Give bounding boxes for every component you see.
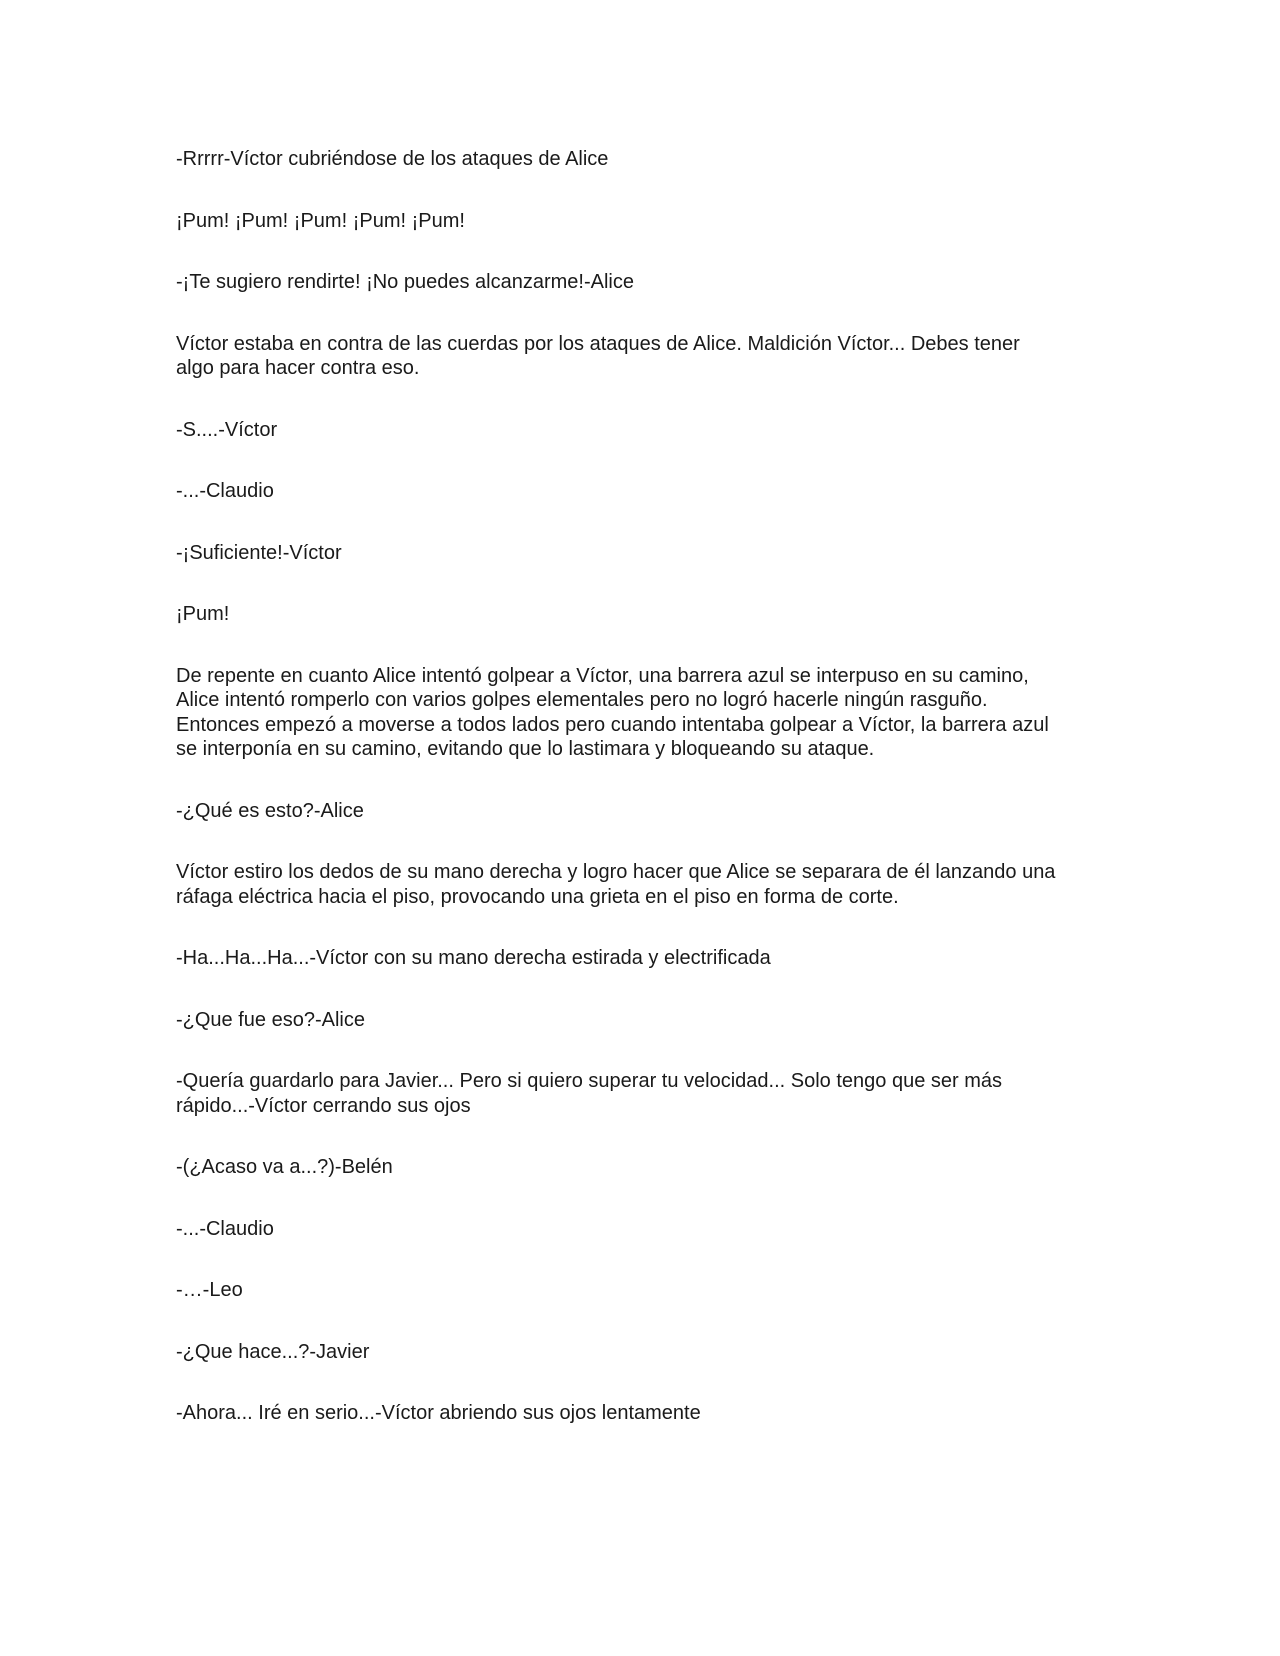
paragraph: -(¿Acaso va a...?)-Belén	[176, 1156, 393, 1178]
paragraph: -Ahora... Iré en serio...-Víctor abriendo sus ojos lentamente	[176, 1402, 701, 1424]
paragraph: Víctor estaba en contra de las cuerdas por los ataques de Alice. Maldición Víctor... Debes tener algo para hacer contra eso.	[176, 332, 1020, 379]
paragraph: -…-Leo	[176, 1279, 243, 1301]
paragraph: De repente en cuanto Alice intentó golpear a Víctor, una barrera azul se interpuso en su camino, Alice intentó romperlo con varios golpes elementales pero no logró hacerle ningún rasguño. Entonces empezó a moverse a todos lados pero cuando intentaba golpear a Víctor, la barrera azul se interponía en su camino, evitando que lo lastimara y bloqueando su ataque.	[176, 664, 1049, 760]
paragraph: -Quería guardarlo para Javier... Pero si quiero superar tu velocidad... Solo tengo que ser más rápido...-Víctor cerrando sus ojos	[176, 1070, 1003, 1117]
paragraph: ¡Pum! ¡Pum! ¡Pum! ¡Pum! ¡Pum!	[176, 209, 465, 232]
paragraph: -¿Que fue eso?-Alice	[176, 1008, 365, 1031]
paragraph: -Ha...Ha...Ha...-Víctor con su mano derecha estirada y electrificada	[176, 947, 771, 969]
paragraph: -S....-Víctor	[176, 418, 278, 441]
paragraph: Víctor estiro los dedos de su mano derecha y logro hacer que Alice se separara de él lanzando una ráfaga eléctrica hacia el piso, provocando una grieta en el piso en forma de corte.	[176, 861, 1056, 908]
paragraph: -¿Qué es esto?-Alice	[176, 799, 364, 822]
paragraph: -Rrrrr-Víctor cubriéndose de los ataques de Alice	[176, 148, 609, 170]
paragraph: -...-Claudio	[176, 1217, 274, 1240]
paragraph: -¿Que hace...?-Javier	[176, 1340, 370, 1363]
paragraph: ¡Pum!	[176, 603, 230, 625]
paragraph: -¡Suficiente!-Víctor	[176, 541, 342, 564]
paragraph: -...-Claudio	[176, 480, 274, 502]
paragraph: -¡Te sugiero rendirte! ¡No puedes alcanzarme!-Alice	[176, 271, 634, 293]
document-body	[176, 147, 1116, 1463]
